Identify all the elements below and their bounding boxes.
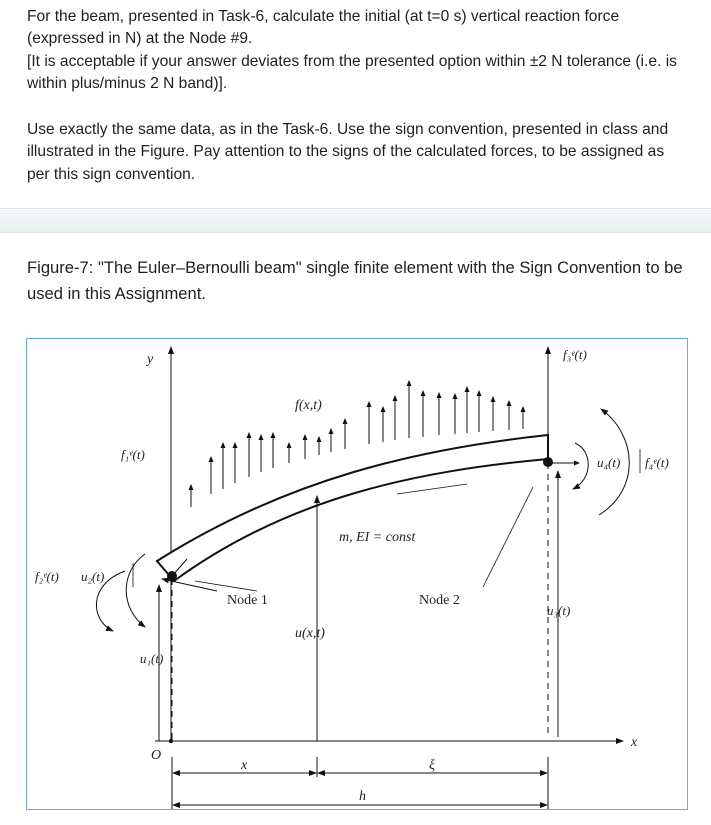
u3-label: u₃(t) [547, 603, 571, 618]
f2-rotation-arrow [126, 554, 145, 627]
beam-centerline-pointer [397, 484, 467, 494]
question-paragraph-3: Use exactly the same data, as in the Task-6. Use the sign convention, presented in class and illustrated in the Figure. Pay attention to the signs of the calculated forces, to be assigned as per this sign convention. [27, 121, 669, 183]
card-separator [0, 210, 711, 233]
x-axis-label: x [631, 735, 638, 750]
y-axis-label: y [147, 352, 154, 367]
beam-body [157, 435, 548, 581]
question-card [0, 0, 711, 209]
u2-label: u₂(t) [81, 569, 105, 584]
beam-figure [26, 338, 688, 810]
node1-label-pointer [195, 581, 257, 591]
node1-tangent-line [162, 579, 217, 591]
dim-xi-label: ξ [429, 758, 435, 773]
f3-label: f₃ᵉ(t) [563, 347, 587, 362]
origin-label: O [151, 748, 162, 763]
figure-caption: Figure-7: "The Euler–Bernoulli beam" single finite element with the Sign Convention to be used in this Assignment. [27, 258, 683, 303]
beam-diagram-svg [27, 339, 687, 809]
question-paragraph-2: [It is acceptable if your answer deviates from the presented option within ±2 N tolerance (i.e. is within plus/minus 2 N band)]. [27, 53, 677, 93]
question-paragraph-1: For the beam, presented in Task-6, calculate the initial (at t=0 s) vertical reaction force (expressed in N) at the Node #9. [27, 8, 620, 48]
distributed-load-label: f(x,t) [295, 398, 322, 413]
f1-label: f₁ᵉ(t) [121, 447, 145, 462]
origin-dot [169, 739, 173, 743]
node2-dot [543, 457, 553, 467]
node1-dot [167, 571, 177, 581]
f2-label: f₂ᵉ(t) [35, 569, 59, 584]
beam-properties-label: m, EI = const [339, 530, 416, 545]
u4-label: u₄(t) [597, 455, 621, 470]
node2-label-pointer [483, 487, 533, 587]
node2-label: Node 2 [419, 593, 460, 608]
f4-label: f₄ᵉ(t) [645, 455, 669, 470]
deflection-label: u(x,t) [295, 626, 325, 641]
dim-h-label: h [359, 789, 366, 804]
u4-rotation-arrow [573, 443, 588, 489]
u1-label: u₁(t) [140, 651, 164, 666]
node1-label: Node 1 [227, 593, 268, 608]
dim-x-label: x [241, 758, 248, 773]
